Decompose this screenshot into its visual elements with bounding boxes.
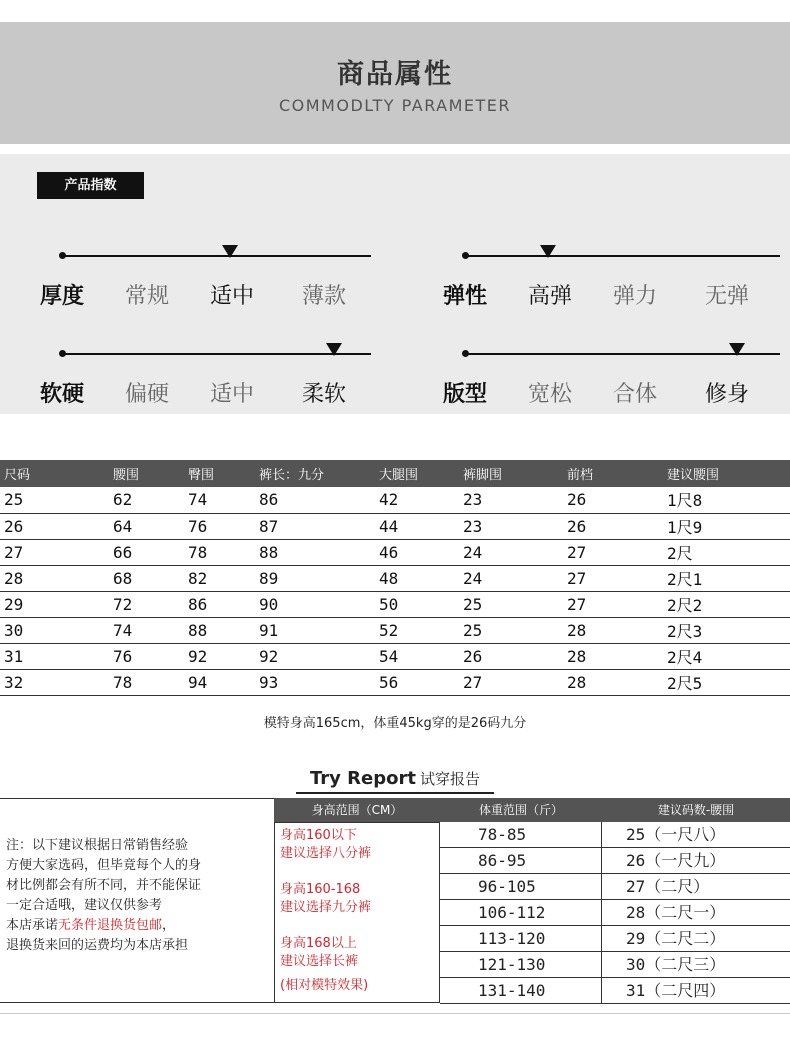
scale-line <box>61 255 371 257</box>
size-header-cell: 腰围 <box>105 460 180 487</box>
height-group-line: 建议选择长裤 <box>280 954 359 969</box>
table-cell: 23 <box>455 487 559 513</box>
table-row <box>0 539 790 565</box>
try-report-header-weight: 体重范围（斤） <box>440 798 602 822</box>
scale-label: 弹性 <box>443 284 488 309</box>
table-cell: 31 <box>0 643 105 669</box>
table-cell: 87 <box>251 513 371 539</box>
scale-option: 柔软 <box>302 382 347 407</box>
height-group-line: 建议选择九分裤 <box>280 900 372 915</box>
scale-start-dot <box>59 252 66 259</box>
table-cell: 23 <box>455 513 559 539</box>
scale-line <box>61 353 371 355</box>
table-cell: 28 <box>559 643 659 669</box>
scale-option: 弹力 <box>613 284 658 309</box>
weight-cell: 131-140 <box>440 978 602 1004</box>
scale-option: 合体 <box>613 382 658 407</box>
table-cell: 2尺 <box>659 539 790 565</box>
table-cell: 76 <box>180 513 251 539</box>
table-cell: 64 <box>105 513 180 539</box>
table-cell: 25 <box>455 617 559 643</box>
size-cell: 26（一尺九） <box>602 848 790 874</box>
table-row <box>0 617 790 643</box>
weight-cell: 96-105 <box>440 874 602 900</box>
table-cell: 56 <box>371 669 455 695</box>
size-header-cell: 前档 <box>559 460 659 487</box>
note-text: 一定合适哦，建议仅供参考 <box>6 898 163 913</box>
table-cell: 26 <box>559 487 659 513</box>
table-cell: 28 <box>559 617 659 643</box>
scale-option: 宽松 <box>528 382 573 407</box>
note-line <box>6 916 201 936</box>
note-text: 方便大家选码，但毕竟每个人的身 <box>6 858 202 873</box>
weight-cell: 78-85 <box>440 822 602 848</box>
table-cell: 29 <box>0 591 105 617</box>
table-cell: 46 <box>371 539 455 565</box>
table-cell: 74 <box>105 617 180 643</box>
size-cell: 29（二尺二） <box>602 926 790 952</box>
weight-cell: 86-95 <box>440 848 602 874</box>
size-header-cell: 尺码 <box>0 460 105 487</box>
table-cell: 28 <box>559 669 659 695</box>
table-cell: 26 <box>455 643 559 669</box>
table-cell: 88 <box>251 539 371 565</box>
height-group <box>280 881 371 917</box>
table-cell: 68 <box>105 565 180 591</box>
table-cell: 2尺2 <box>659 591 790 617</box>
table-row <box>0 513 790 539</box>
scale-option: 薄款 <box>302 284 347 309</box>
table-cell: 94 <box>180 669 251 695</box>
height-group-line: 身高160以下 <box>280 828 357 843</box>
note-text: 本店承诺 <box>6 918 59 933</box>
table-row <box>0 643 790 669</box>
table-cell: 42 <box>371 487 455 513</box>
table-cell: 90 <box>251 591 371 617</box>
table-cell: 26 <box>0 513 105 539</box>
table-cell: 44 <box>371 513 455 539</box>
scale-marker-icon <box>222 245 238 258</box>
table-cell: 27 <box>0 539 105 565</box>
scale-option: 偏硬 <box>125 382 170 407</box>
scale-1 <box>440 245 780 325</box>
page-subtitle: COMMODLTY PARAMETER <box>278 96 512 115</box>
table-cell: 78 <box>180 539 251 565</box>
table-cell: 27 <box>559 539 659 565</box>
table-cell: 32 <box>0 669 105 695</box>
table-cell: 24 <box>455 565 559 591</box>
table-cell: 92 <box>180 643 251 669</box>
height-group-line: 身高160-168 <box>280 882 361 897</box>
note-line <box>6 896 201 916</box>
bottom-divider <box>0 1013 790 1014</box>
size-header-cell: 大腿围 <box>371 460 455 487</box>
height-group <box>280 935 358 971</box>
scale-label: 版型 <box>443 382 488 407</box>
model-note: 模特身高165cm，体重45kg穿的是26码九分 <box>263 716 527 731</box>
scale-marker-icon <box>540 245 556 258</box>
table-cell: 82 <box>180 565 251 591</box>
table-cell: 2尺1 <box>659 565 790 591</box>
try-report-header-height: 身高范围（CM） <box>274 798 440 822</box>
size-table <box>0 460 790 696</box>
note-line <box>6 936 201 956</box>
size-header-cell: 建议腰围 <box>659 460 790 487</box>
table-cell: 25 <box>0 487 105 513</box>
height-group-line: 建议选择八分裤 <box>280 846 372 861</box>
scale-option: 常规 <box>125 284 170 309</box>
table-cell: 91 <box>251 617 371 643</box>
scale-start-dot <box>59 350 66 357</box>
note-text: 退换货来回的运费均为本店承担 <box>6 938 189 953</box>
size-cell: 30（二尺三） <box>602 952 790 978</box>
table-cell: 88 <box>180 617 251 643</box>
scale-marker-icon <box>326 343 342 356</box>
scale-label: 厚度 <box>40 284 85 309</box>
note-line <box>6 836 201 856</box>
height-group <box>280 977 368 995</box>
height-group-line: (相对模特效果) <box>280 978 369 993</box>
table-row <box>0 669 790 695</box>
table-cell: 2尺4 <box>659 643 790 669</box>
scale-option: 高弹 <box>528 284 573 309</box>
table-cell: 2尺5 <box>659 669 790 695</box>
table-cell: 78 <box>105 669 180 695</box>
table-cell: 76 <box>105 643 180 669</box>
note-text: 材比例都会有所不同，并不能保证 <box>6 878 202 893</box>
table-cell: 74 <box>180 487 251 513</box>
page-title: 商品属性 <box>337 59 453 90</box>
table-cell: 24 <box>455 539 559 565</box>
height-group-line: 身高168以上 <box>280 936 357 951</box>
scale-start-dot <box>462 252 469 259</box>
scale-option: 无弹 <box>705 284 750 309</box>
table-cell: 89 <box>251 565 371 591</box>
scale-3 <box>440 343 780 423</box>
table-cell: 72 <box>105 591 180 617</box>
table-cell: 28 <box>0 565 105 591</box>
scale-option: 适中 <box>210 382 255 407</box>
table-cell: 30 <box>0 617 105 643</box>
table-row <box>0 591 790 617</box>
table-row <box>0 565 790 591</box>
try-report-header-size: 建议码数-腰围 <box>602 798 790 822</box>
try-report-title-cn: 试穿报告 <box>419 770 480 788</box>
table-cell: 1尺8 <box>659 487 790 513</box>
size-cell: 25（一尺八） <box>602 822 790 848</box>
table-cell: 93 <box>251 669 371 695</box>
try-report-note <box>0 798 274 1003</box>
try-report-title <box>296 764 494 794</box>
product-index-panel <box>0 154 790 414</box>
note-text: 注：以下建议根据日常销售经验 <box>6 838 189 853</box>
scale-start-dot <box>462 350 469 357</box>
size-cell: 27（二尺） <box>602 874 790 900</box>
table-cell: 92 <box>251 643 371 669</box>
size-cell: 28（二尺一） <box>602 900 790 926</box>
table-row <box>0 487 790 513</box>
note-highlight: 无条件退换货包邮 <box>58 918 163 933</box>
size-header-cell: 裤长：九分 <box>251 460 371 487</box>
weight-cell: 106-112 <box>440 900 602 926</box>
scale-0 <box>37 245 377 325</box>
table-cell: 52 <box>371 617 455 643</box>
try-report-title-en: Try Report <box>310 768 416 789</box>
scale-option: 适中 <box>210 284 255 309</box>
header-banner <box>0 22 790 144</box>
size-header-cell: 臀围 <box>180 460 251 487</box>
scale-line <box>464 255 780 257</box>
product-index-tag: 产品指数 <box>37 172 144 199</box>
scale-marker-icon <box>729 343 745 356</box>
table-cell: 27 <box>455 669 559 695</box>
note-line <box>6 876 201 896</box>
size-table-header <box>0 460 790 487</box>
table-cell: 50 <box>371 591 455 617</box>
height-groups <box>274 822 440 1003</box>
table-cell: 86 <box>251 487 371 513</box>
weight-cell: 113-120 <box>440 926 602 952</box>
table-cell: 25 <box>455 591 559 617</box>
table-cell: 54 <box>371 643 455 669</box>
note-text: ， <box>162 918 176 933</box>
scale-option: 修身 <box>705 382 750 407</box>
scale-2 <box>37 343 377 423</box>
table-cell: 86 <box>180 591 251 617</box>
table-cell: 48 <box>371 565 455 591</box>
table-cell: 62 <box>105 487 180 513</box>
table-cell: 1尺9 <box>659 513 790 539</box>
height-group <box>280 827 371 863</box>
note-line <box>6 856 201 876</box>
table-cell: 2尺3 <box>659 617 790 643</box>
scale-label: 软硬 <box>40 382 85 407</box>
table-cell: 27 <box>559 565 659 591</box>
size-cell: 31（二尺四） <box>602 978 790 1004</box>
table-cell: 27 <box>559 591 659 617</box>
table-cell: 26 <box>559 513 659 539</box>
size-header-cell: 裤脚围 <box>455 460 559 487</box>
weight-cell: 121-130 <box>440 952 602 978</box>
table-cell: 66 <box>105 539 180 565</box>
